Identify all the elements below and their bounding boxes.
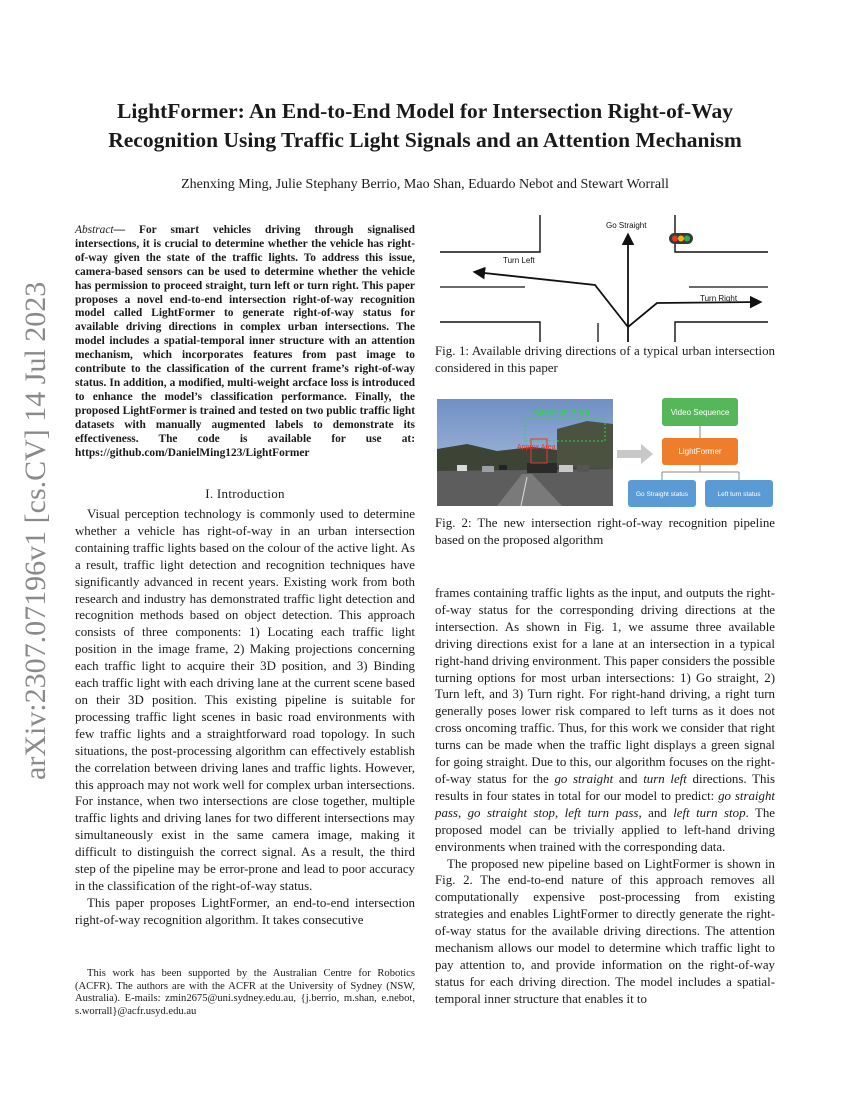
attention-area-label: Attention Area <box>533 407 590 417</box>
traffic-light-icon <box>669 233 693 244</box>
abstract-lead: Abstract <box>75 224 114 236</box>
footnote <box>75 968 415 1018</box>
label-turn-left: Turn Left <box>503 256 535 265</box>
abstract <box>75 224 415 460</box>
figure-2-caption: Fig. 2: The new intersection right-of-way recognition pipeline based on the proposed algorithm <box>435 516 775 547</box>
title-line-2: Recognition Using Traffic Light Signals and an Attention Mechanism <box>108 128 742 152</box>
figure-1-caption: Fig. 1: Available driving directions of a typical urban intersection considered in this paper <box>435 344 775 375</box>
footnote-text: This work has been supported by the Australian Centre for Robotics (ACFR). The authors are with the ACFR at the University of Sydney (NSW, Australia). E-mails: zmin2675@uni.sydney.edu.au, {j.berrio, m.shan, e.nebot, s.worrall}@acfr.usyd.edu.au <box>75 968 415 1017</box>
arrow-turn-left <box>475 272 628 327</box>
lightformer-label: LightFormer <box>678 447 722 456</box>
paragraph: frames containing traffic lights as the input, and outputs the right-of-way status for the corresponding driving directions at the intersection. As shown in Fig. 1, we assume three available driving directions exist for a lane at an intersection in a typical right-hand driving environment. This paper considers the possible turning options for most urban intersections: 1) Go straight, 2) Turn left, and 3) Turn right. For right-hand driving, a right turn generally poses lower risk compared to left turns as it does not cross oncoming traffic. Thus, for this work we consider that right turns can be made when the traffic light displays a green signal for going straight. Due to this, our algorithm focuses on the right-of-way status for the go straight and turn left directions. This results in four states in total for our model to predict: go straight pass, go straight stop, left turn pass, and left turn stop. The proposed model can be trivially applied to left-hand driving environments when trained with the corresponding data. <box>435 586 776 854</box>
road-edge-top-left <box>440 215 540 252</box>
arxiv-watermark <box>19 281 52 780</box>
paragraph: Visual perception technology is commonly used to determine whether a vehicle has right-of-way in an urban intersection containing traffic lights based on the colour of the active light. As a result, traffic light detection and recognition techniques have significantly advanced in recent years. Existing work from both research and industry has demonstrated traffic light detection and recognition methods based on object detection. This approach consists of three components: 1) Locating each traffic light position in the image frame, 2) Making projections concerning each traffic light to acquire their 3D position, and 3) Binding each traffic light with each driving lane at the current scene based on their 3D position. This existing pipeline is suitable for processing traffic light scenes in basic road environments with few traffic lights and a straightforward road topology. In such situations, the post-processing algorithm can effectively establish the correlation between driving lanes and traffic lights. However, this approach may not work well for complex urban intersections. For instance, when two intersections are close together, multiple traffic lights and driving lanes for two different intersections may simultaneously exist in the same camera image, making it difficult to distinguish the correct signal. As a result, the third step of the pipeline may be error-prone and lead to poor accuracy in the classification of the right-of-way status. <box>75 507 415 893</box>
intersection-svg <box>435 215 775 343</box>
pipeline-svg <box>615 396 777 510</box>
video-sequence-label: Video Sequence <box>670 408 730 417</box>
road-edge-bottom-left <box>440 322 540 342</box>
section-heading-introduction: I. Introduction <box>205 486 285 501</box>
left-turn-status-label: Left turn status <box>717 491 761 498</box>
label-go-straight: Go Straight <box>606 221 647 230</box>
approx-area-label: Approx Area <box>517 444 556 451</box>
street-photo-svg <box>437 399 613 506</box>
paper-title <box>60 97 790 155</box>
road-edges <box>440 215 768 342</box>
figure-1-intersection-diagram <box>435 215 775 343</box>
road-edge-bottom-right <box>675 322 768 342</box>
figure-2-street-photo <box>437 399 613 506</box>
figure-2-pipeline-diagram <box>615 396 777 510</box>
label-turn-right: Turn Right <box>700 294 738 303</box>
left-column-body <box>75 506 415 929</box>
title-line-1: LightFormer: An End-to-End Model for Intersection Right-of-Way <box>117 99 733 123</box>
abstract-text: — For smart vehicles driving through signalised intersections, it is crucial to determine whether the vehicle has right-of-way given the state of the traffic lights. To address this issue, camera-based sensors can be used to determine whether the vehicle has permission to proceed straight, turn left or turn right. This paper proposes a novel end-to-end intersection right-of-way recognition model called LightFormer to generate right-of-way status for available driving directions in complex urban intersections. The model includes a spatial-temporal inner structure with an attention mechanism, which incorporates features from past image to contribute to the classification of the current frame’s right-of-way status. In addition, a modified, multi-weight arcface loss is introduced to enhance the model’s classification performance. Finally, the proposed LightFormer is trained and tested on two public traffic light datasets with manually augmented labels to demonstrate its effectiveness. The code is available for use at: https://github.com/DanielMing123/LightFormer <box>75 224 415 459</box>
pipeline-arrow <box>617 444 653 464</box>
arxiv-id-text: arXiv:2307.07196v1 [cs.CV] 14 Jul 2023 <box>19 281 52 780</box>
right-column-body <box>435 585 775 1008</box>
paragraph: The proposed new pipeline based on LightFormer is shown in Fig. 2. The end-to-end nature of this approach removes all computationally expensive post-processing from existing strategies and enables LightFormer to directly generate the right-of-way status for the available driving directions. The attention mechanism allows our model to determine which traffic light to pay attention to, and provide information on the right-of-way status for each driving direction. The model includes a spatial-temporal inner structure that enables it to <box>435 856 775 1006</box>
go-straight-status-label: Go Straight status <box>635 491 689 498</box>
direction-arrows <box>475 235 760 342</box>
author-list: Zhenxing Ming, Julie Stephany Berrio, Mao Shan, Eduardo Nebot and Stewart Worrall <box>181 177 669 192</box>
arrow-turn-right <box>628 302 760 327</box>
paragraph: This paper proposes LightFormer, an end-to-end intersection right-of-way recognition algorithm. It takes consecutive <box>75 895 415 927</box>
